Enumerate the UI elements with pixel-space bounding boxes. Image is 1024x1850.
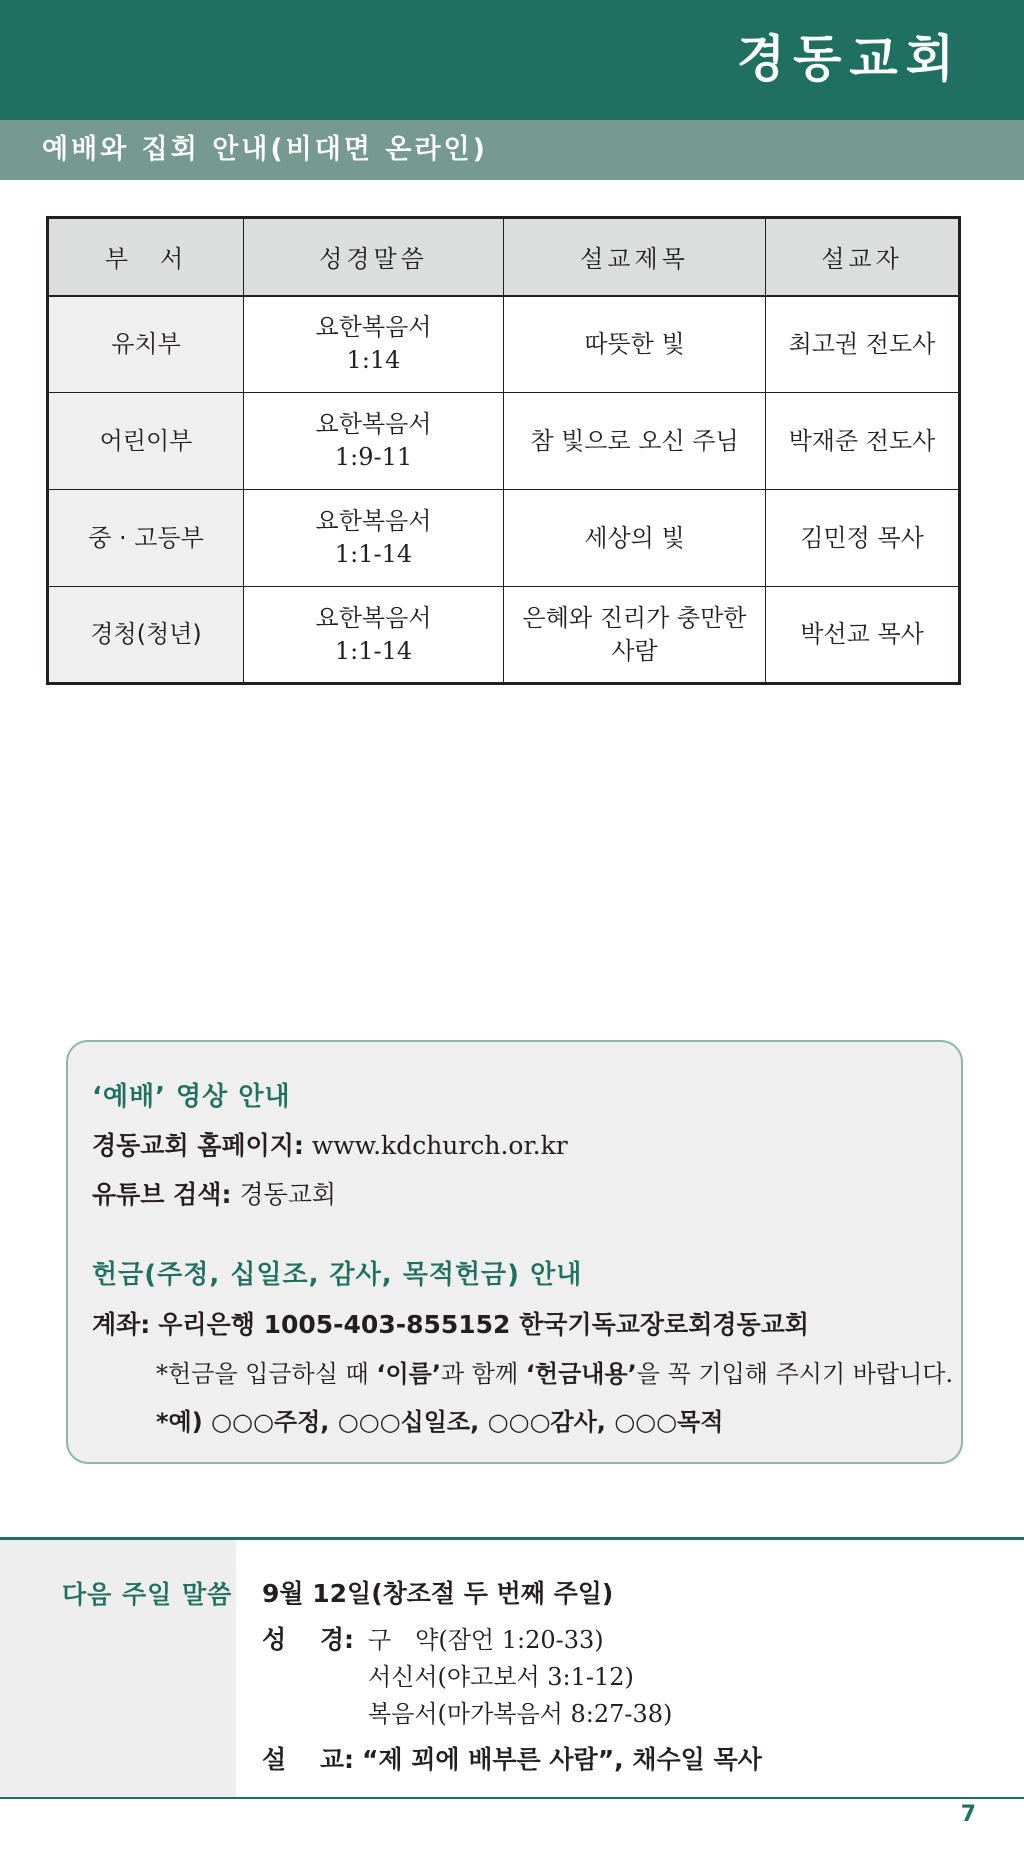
section-title: 예배와 집회 안내(비대면 온라인) [42, 134, 488, 165]
department-cell: 어린이부 [48, 393, 244, 490]
scripture-label: 성 경: [262, 1625, 355, 1654]
table-row [48, 587, 960, 684]
preacher-cell: 박재준 전도사 [766, 393, 960, 490]
sermon-title-cell [504, 296, 766, 393]
homepage-label: 경동교회 홈페이지: [92, 1131, 304, 1160]
table-header-row [48, 218, 960, 296]
scripture-gospel: 복음서(마가복음서 8:27-38) [368, 1700, 673, 1728]
next-week-sermon-line [262, 1740, 762, 1776]
scripture-epistle: 서신서(야고보서 3:1-12) [368, 1663, 634, 1691]
department-cell: 유치부 [48, 296, 244, 393]
sermon-title-cell [504, 587, 766, 684]
scripture-cell [244, 490, 504, 587]
header-sermon-title: 설교제목 [504, 218, 766, 296]
section-bar [0, 120, 1024, 180]
next-week-scripture-line [262, 1620, 354, 1656]
table-row [48, 490, 960, 587]
youtube-value: 경동교회 [239, 1180, 337, 1209]
note-suffix: 을 꼭 기입해 주시기 바랍니다. [636, 1360, 954, 1388]
sermon-title-line: 은혜와 진리가 충만한 [522, 603, 747, 632]
homepage-line [92, 1126, 568, 1162]
scripture-book: 요한복음서 [315, 313, 432, 342]
page-number: 7 [960, 1802, 976, 1827]
sermon-title-line: 세상의 빛 [584, 523, 685, 552]
table-row [48, 393, 960, 490]
scripture-verse: 1:14 [346, 346, 401, 375]
table-row [48, 296, 960, 393]
header-department: 부 서 [48, 218, 244, 296]
sermon-title-cell [504, 490, 766, 587]
next-week-label: 다음 주일 말씀 [62, 1580, 233, 1609]
scripture-book: 요한복음서 [315, 603, 432, 632]
sermon-value: “제 꾀에 배부른 사람”, 채수일 목사 [361, 1745, 762, 1774]
scripture-verse: 1:1-14 [334, 540, 413, 568]
sermon-label: 설 교: [262, 1745, 355, 1774]
department-cell: 경청(청년) [48, 587, 244, 684]
offering-example: *예) ○○○주정, ○○○십일조, ○○○감사, ○○○목적 [156, 1408, 724, 1436]
scripture-cell [244, 587, 504, 684]
offering-note [156, 1354, 953, 1389]
scripture-book: 요한복음서 [315, 410, 432, 438]
sermon-title-line: 따뜻한 빛 [584, 329, 685, 358]
scripture-old-testament: 구 약(잠언 1:20-33) [368, 1626, 604, 1654]
preacher-cell: 박선교 목사 [766, 587, 960, 684]
sermon-title-line: 사람 [611, 636, 658, 665]
offering-heading: 헌금(주정, 십일조, 감사, 목적헌금) 안내 [92, 1260, 583, 1290]
next-week-date: 9월 12일(창조절 두 번째 주일) [262, 1579, 614, 1608]
account-label: 계좌: [92, 1310, 151, 1339]
scripture-verse: 1:1-14 [334, 636, 413, 665]
note-prefix: *헌금을 입금하실 때 [156, 1360, 377, 1388]
info-box [66, 1040, 963, 1464]
header-bar [0, 0, 1024, 120]
header-preacher: 설교자 [766, 218, 960, 296]
account-value: 우리은행 1005-403-855152 한국기독교장로회경동교회 [158, 1310, 809, 1339]
scripture-verse: 1:9-11 [334, 443, 413, 471]
account-line [92, 1305, 809, 1341]
sermon-title-cell [504, 393, 766, 490]
note-name: ‘이름’ [376, 1360, 441, 1388]
preacher-cell: 최고권 전도사 [766, 296, 960, 393]
homepage-link[interactable]: www.kdchurch.or.kr [311, 1131, 568, 1160]
sermon-title-line: 참 빛으로 오신 주님 [530, 426, 739, 455]
church-name: 경동교회 [736, 29, 962, 88]
youtube-label: 유튜브 검색: [92, 1180, 232, 1209]
scripture-book: 요한복음서 [315, 507, 432, 535]
note-content: ‘헌금내용’ [525, 1360, 637, 1388]
worship-table [46, 216, 961, 685]
youtube-line [92, 1175, 336, 1211]
next-week-bottom-rule [0, 1797, 1024, 1799]
note-mid: 과 함께 [440, 1360, 526, 1388]
video-heading: ‘예배’ 영상 안내 [92, 1082, 291, 1112]
department-cell: 중 · 고등부 [48, 490, 244, 587]
scripture-cell [244, 393, 504, 490]
scripture-cell [244, 296, 504, 393]
preacher-cell: 김민정 목사 [766, 490, 960, 587]
header-scripture: 성경말씀 [244, 218, 504, 296]
